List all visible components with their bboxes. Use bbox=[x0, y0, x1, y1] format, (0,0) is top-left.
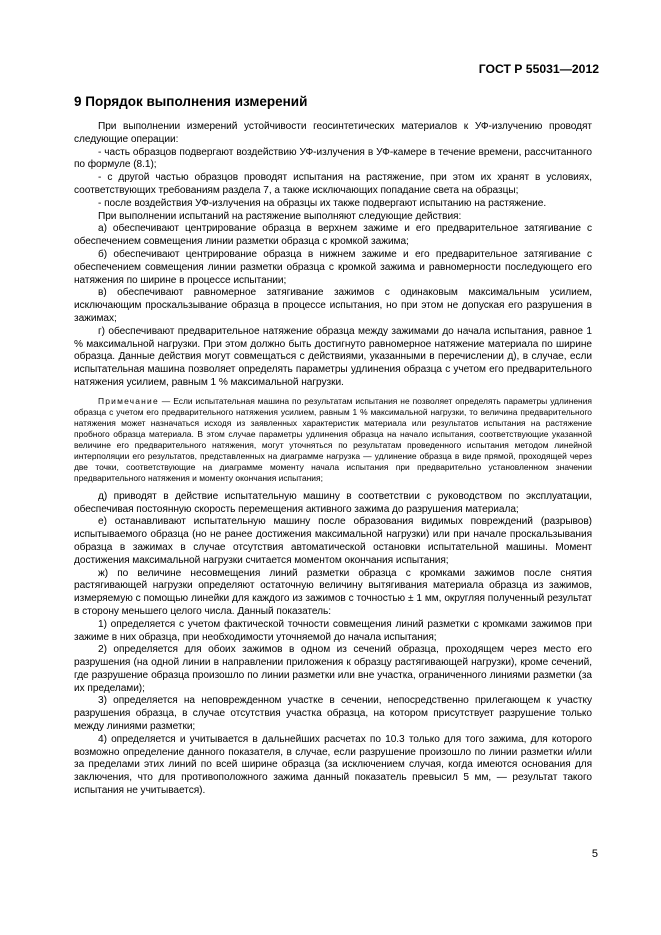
page-content bbox=[74, 93, 592, 798]
page-number: 5 bbox=[591, 848, 598, 860]
paragraph-sub-4: 4) определяется и учитывается в дальнейших расчетах по 10.3 только для того зажима, для которого возможно определение данного показателя, в случае, если разрушение произошло по линии разметки и/или за пределами этих линий по всей ширине образца (за исключением случая, когда имеются основания для заключения, что для противоположного зажима данный показатель превысил 5 мм, — результат такого испытания не учитывается). bbox=[74, 733, 592, 797]
paragraph-item-a: а) обеспечивают центрирование образца в верхнем зажиме и его предварительное затягивание с обеспечением совмещения линии разметки образца с кромкой зажима; bbox=[74, 223, 592, 248]
paragraph-sub-1: 1) определяется с учетом фактической точности совмещения линий разметки с кромками зажимов при зажиме в них образца, при необходимости уточняемой до начала испытания; bbox=[74, 618, 592, 643]
paragraph-intro: При выполнении измерений устойчивости геосинтетических материалов к УФ-излучению проводят следующие операции: bbox=[74, 121, 592, 145]
note-text: Если испытательная машина по результатам испытания не позволяет определять параметры удлинения образца с учетом его предварительного натяжения усилием, равным 1 % максимальной нагрузки, то величина предварительного натяжения может назначаться исходя из заявленных характеристик материала или результатов испытания на растяжение пробного образца материала. В этом случае параметры удлинения образца на начало испытания, соответствующие указанной величине его предварительного натяжения, могут уточняться по результатам проведенного испытания методом линейной интерполяции его результатов, представленных на диаграмме нагрузка — удлинение образца в виде прямой, проходящей через две точки, соответствующие на диаграмме моменту начала испытания при предварительно установленном значении предварительного натяжения и моменту окончания испытания; bbox=[74, 395, 592, 483]
note-block bbox=[74, 396, 592, 484]
paragraph-after-uv: - после воздействия УФ-излучения на образцы их также подвергают испытанию на растяжение. bbox=[98, 197, 547, 209]
paragraph-uv-exposure: - часть образцов подвергают воздействию УФ-излучения в УФ-камере в течение времени, рассчитанного по формуле (8.1); bbox=[74, 146, 592, 171]
note-label: Примечание bbox=[98, 395, 159, 406]
note-dash: — bbox=[158, 395, 174, 406]
paragraph-item-v: в) обеспечивают равномерное затягивание зажимов с одинаковым максимальным усилием, исключающим проскальзывание образца в процессе испытания, но при этом не допуская его разрушения в зажимах; bbox=[74, 287, 592, 324]
paragraph-tensile-intro: При выполнении испытаний на растяжение выполняют следующие действия: bbox=[98, 210, 462, 222]
paragraph-sub-2: 2) определяется для обоих зажимов в одном из сечений образца, проходящем через место его разрушения (на одной линии в направлении приложения к образцу растягивающей нагрузки), кроме сечений, где разрушение образца произошло по линии разметки или вне участка, ограниченного линиями разметки (за их пределами); bbox=[74, 644, 592, 694]
paragraph-item-zh: ж) по величине несовмещения линий разметки образца с кромками зажимов после снятия растягивающей нагрузки определяют остаточную величину вытягивания материала образца из зажимов, измеряемую с помощью линейки для каждого из зажимов с точностью ± 1 мм, округляя полученный результат в сторону меньшего целого числа. Данный показатель: bbox=[74, 567, 592, 617]
paragraph-item-g: г) обеспечивают предварительное натяжение образца между зажимами до начала испытания, равное 1 % максимальной нагрузки. При этом должно быть достигнуто равномерное натяжение материала по ширине образца. Данные действия могут совмещаться с действиями, указанными в перечислении д), в случае, если испытательная машина позволяет определять параметры удлинения образца с учетом его предварительного натяжения усилием, равным 1 % максимальной нагрузки. bbox=[74, 325, 592, 388]
standard-code: ГОСТ Р 55031—2012 bbox=[478, 62, 599, 76]
section-heading: 9 Порядок выполнения измерений bbox=[74, 94, 308, 109]
paragraph-item-e: е) останавливают испытательную машину после образования видимых повреждений (разрывов) испытываемого образца (но не ранее достижения максимальной нагрузки) или при начале проскальзывания образца в зажимах в случае отсутствия автоматической остановки испытательной машины. Момент достижения максимальной нагрузки считается моментом окончания испытания; bbox=[74, 516, 592, 566]
paragraph-tensile-control: - с другой частью образцов проводят испытания на растяжение, при этом их хранят в условиях, соответствующих требованиям раздела 7, а также исключающих попадание света на образцы; bbox=[74, 172, 592, 196]
paragraph-item-b: б) обеспечивают центрирование образца в нижнем зажиме и его предварительное затягивание с обеспечением совмещения линии разметки образца с кромкой зажима и равномерности последующего его натяжения по ширине в процессе испытании; bbox=[74, 248, 592, 286]
paragraph-item-d: д) приводят в действие испытательную машину в соответствии с руководством по эксплуатации, обеспечивая постоянную скорость перемещения активного зажима до разрушения материала; bbox=[74, 490, 592, 515]
paragraph-sub-3: 3) определяется на неповрежденном участке в сечении, непосредственно прилегающем к участку разрушения образца, в случае отсутствия участка образца, на котором присутствует разрушение только между линиями разметки; bbox=[74, 695, 592, 733]
